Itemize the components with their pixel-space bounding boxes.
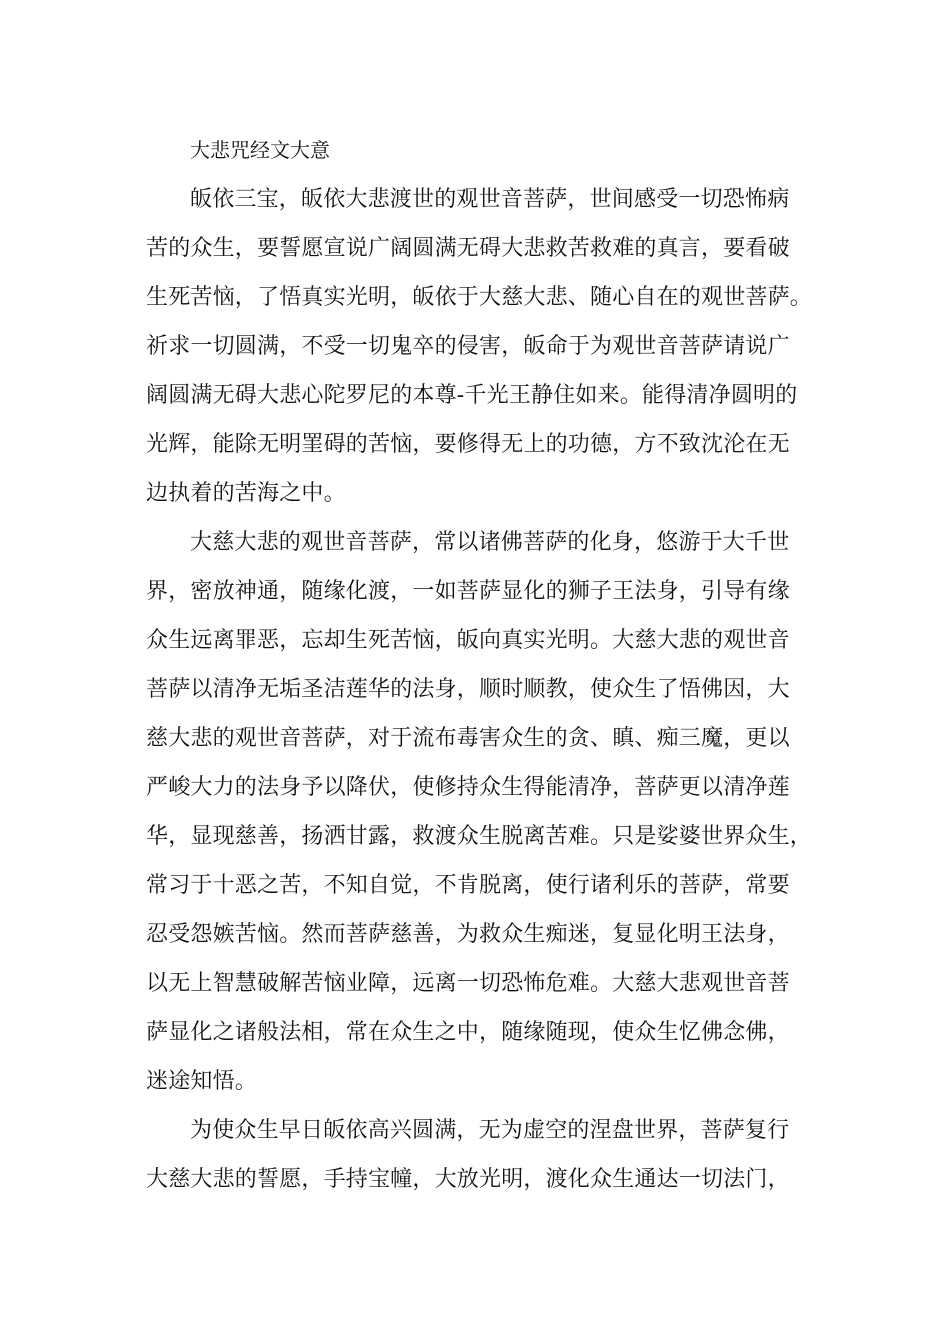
text-line: 迷途知悟。 — [146, 1069, 258, 1094]
text-line: 大慈大悲的誓愿，手持宝幢，大放光明，渡化众生通达一切法门， — [146, 1167, 790, 1192]
paragraph-3 — [146, 1106, 814, 1204]
text-line: 祈求一切圆满，不受一切鬼卒的侵害，皈命于为观世音菩萨请说广 — [146, 334, 790, 359]
text-line: 皈依三宝，皈依大悲渡世的观世音菩萨，世间感受一切恐怖病 — [190, 187, 790, 212]
text-line: 生死苦恼，了悟真实光明，皈依于大慈大悲、随心自在的观世菩萨。 — [146, 285, 813, 310]
text-line: 以无上智慧破解苦恼业障，远离一切恐怖危难。大慈大悲观世音菩 — [146, 971, 790, 996]
text-line: 菩萨以清净无垢圣洁莲华的法身，顺时顺教，使众生了悟佛因，大 — [146, 677, 790, 702]
document-title: 大悲咒经文大意 — [190, 138, 330, 162]
paragraph-2 — [146, 518, 814, 1106]
text-line: 常习于十恶之苦，不知自觉，不肯脱离，使行诸利乐的菩萨，常要 — [146, 873, 790, 898]
text-line: 萨显化之诸般法相，常在众生之中，随缘随现，使众生忆佛念佛， — [146, 1020, 790, 1045]
text-line: 众生远离罪恶，忘却生死苦恼，皈向真实光明。大慈大悲的观世音 — [146, 628, 790, 653]
text-line: 光辉，能除无明罣碍的苦恼，要修得无上的功德，方不致沈沦在无 — [146, 432, 790, 457]
text-line: 苦的众生，要誓愿宣说广阔圆满无碍大悲救苦救难的真言，要看破 — [146, 236, 790, 261]
text-line: 严峻大力的法身予以降伏，使修持众生得能清净，菩萨更以清净莲 — [146, 775, 790, 800]
text-line: 忍受怨嫉苦恼。然而菩萨慈善，为救众生痴迷，复显化明王法身， — [146, 922, 790, 947]
text-line: 大慈大悲的观世音菩萨，常以诸佛菩萨的化身，悠游于大千世 — [190, 530, 790, 555]
document-body — [146, 126, 814, 1204]
text-line: 边执着的苦海之中。 — [146, 481, 346, 506]
text-line: 慈大悲的观世音菩萨，对于流布毒害众生的贪、瞋、痴三魔，更以 — [146, 726, 790, 751]
text-line: 阔圆满无碍大悲心陀罗尼的本尊-千光王静住如来。能得清净圆明的 — [146, 383, 798, 408]
text-line: 华，显现慈善，扬洒甘露，救渡众生脱离苦难。只是娑婆世界众生， — [146, 824, 813, 849]
paragraph-1 — [146, 175, 814, 518]
text-line: 界，密放神通，随缘化渡，一如菩萨显化的狮子王法身，引导有缘 — [146, 579, 790, 604]
text-line: 为使众生早日皈依高兴圆满，无为虚空的涅盘世界，菩萨复行 — [190, 1118, 790, 1143]
